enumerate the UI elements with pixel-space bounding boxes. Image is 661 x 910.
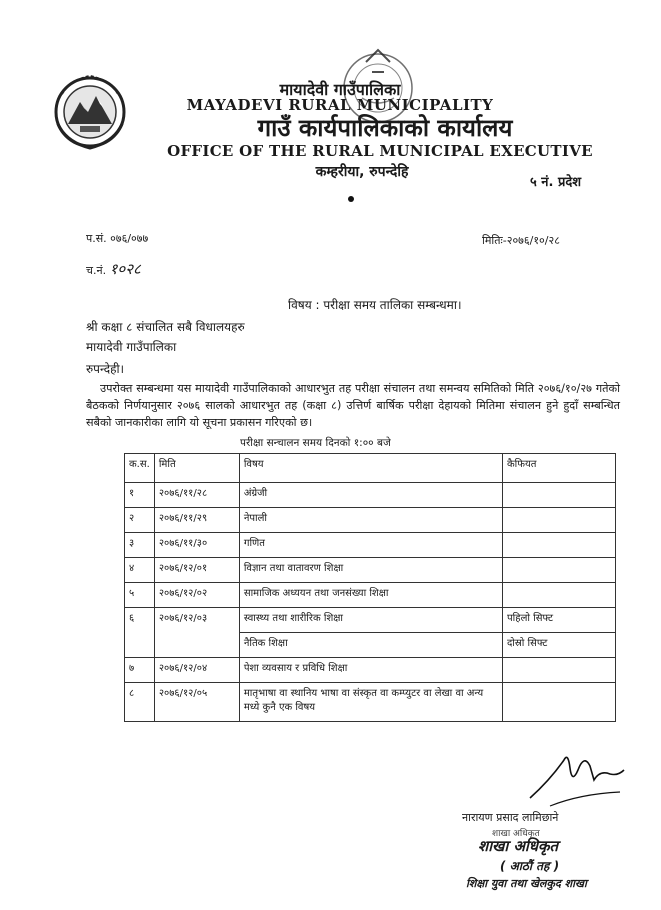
row-date: २०७६/१२/०१ xyxy=(154,558,239,583)
row-serial: ४ xyxy=(125,558,155,583)
addressee-line-3: रुपन्देही। xyxy=(86,362,125,376)
addressee-line-2: मायादेवी गाउँपालिका xyxy=(86,340,177,354)
row-date: २०७६/१२/०५ xyxy=(154,683,239,722)
row-serial: ५ xyxy=(125,583,155,608)
row-subject: मातृभाषा वा स्थानिय भाषा वा संस्कृत वा कम्प्युटर वा लेखा वा अन्य मध्ये कुनै एक विषय xyxy=(239,683,502,722)
row-date: २०७६/१२/०३ xyxy=(154,608,239,658)
row-remarks xyxy=(503,658,616,683)
row-remarks xyxy=(503,558,616,583)
table-row xyxy=(125,658,616,683)
row-subject: नेपाली xyxy=(239,508,502,533)
row-subject: विज्ञान तथा वातावरण शिक्षा xyxy=(239,558,502,583)
row-remarks xyxy=(503,508,616,533)
row-subject: गणित xyxy=(239,533,502,558)
letter-subject: विषय : परीक्षा समय तालिका सम्बन्धमा। xyxy=(288,298,462,312)
municipality-name-nepali: मायादेवी गाउँपालिका xyxy=(279,80,401,99)
office-name-english: OFFICE OF THE RURAL MUNICIPAL EXECUTIVE xyxy=(167,142,593,160)
province-label: ५ नं. प्रदेश xyxy=(530,175,582,190)
letter-body: उपरोक्त सम्बन्धमा यस मायादेवी गाउँपालिकाको आधारभुत तह परीक्षा संचालन तथा समन्वय समितिको मिति २०७६/१०/२७ गतेको बैठकको निर्णयानुसार २०७६ सालको आधारभुत तह (कक्षा ८) उत्तिर्ण बार्षिक परीक्षा देहायको मितिमा संचालन हुने हुदाँ सम्बन्धित सबैको जानकारीका लागि यो सूचना प्रकासन गरिएको छ। xyxy=(86,382,620,429)
signatory-name: नारायण प्रसाद लामिछाने xyxy=(462,811,559,824)
separator-dot xyxy=(348,196,354,202)
row-remarks xyxy=(503,583,616,608)
row-remarks xyxy=(503,483,616,508)
row-remarks xyxy=(503,683,616,722)
header-subject: विषय xyxy=(239,454,502,483)
row-date: २०७६/१२/०२ xyxy=(154,583,239,608)
dispatch-number xyxy=(86,262,141,278)
row-date: २०७६/१२/०४ xyxy=(154,658,239,683)
row-serial: ७ xyxy=(125,658,155,683)
nepal-government-emblem-icon xyxy=(50,72,130,154)
header-date: मिति xyxy=(154,454,239,483)
table-row xyxy=(125,508,616,533)
row-subject: सामाजिक अध्ययन तथा जनसंख्या शिक्षा xyxy=(239,583,502,608)
municipality-name-english: MAYADEVI RURAL MUNICIPALITY xyxy=(186,96,494,114)
row-serial: १ xyxy=(125,483,155,508)
row-subject: पेशा व्यवसाय र प्रविधि शिक्षा xyxy=(239,658,502,683)
table-row xyxy=(125,533,616,558)
row-serial: २ xyxy=(125,508,155,533)
table-row xyxy=(125,583,616,608)
table-row xyxy=(125,683,616,722)
row-date: २०७६/११/२९ xyxy=(154,508,239,533)
header-serial: क.स. xyxy=(125,454,155,483)
signatory-grade: ( आठौं तह ) xyxy=(500,859,560,873)
exam-time-note: परीक्षा सन्चालन समय दिनको १:०० बजे xyxy=(240,437,391,449)
header-remarks: कैफियत xyxy=(503,454,616,483)
signatory-title: शाखा अधिकृत xyxy=(478,837,559,855)
row-subject: नैतिक शिक्षा xyxy=(239,633,502,658)
row-serial: ६ xyxy=(125,608,155,658)
table-row xyxy=(125,608,616,633)
row-remarks: पहिलो सिफ्ट xyxy=(503,608,616,633)
row-subject: स्वास्थ्य तथा शारीरिक शिक्षा xyxy=(239,608,502,633)
addressee-line-1: श्री कक्षा ८ संचालित सबै विधालयहरु xyxy=(86,320,245,334)
exam-schedule-table xyxy=(124,453,616,722)
signatory-handwritten-title: शाखा अधिकृत xyxy=(492,829,540,839)
table-row xyxy=(125,558,616,583)
table-row xyxy=(125,483,616,508)
row-date: २०७६/११/२८ xyxy=(154,483,239,508)
row-serial: ८ xyxy=(125,683,155,722)
row-subject: अंग्रेजी xyxy=(239,483,502,508)
row-date: २०७६/११/३० xyxy=(154,533,239,558)
dispatch-number-label: च.नं. xyxy=(86,264,107,277)
handwritten-signature-icon xyxy=(520,740,630,810)
signatory-department: शिक्षा युवा तथा खेलकुद शाखा xyxy=(466,877,587,890)
letter-date: मितिः-२०७६/१०/२८ xyxy=(482,234,560,247)
row-remarks: दोस्रो सिफ्ट xyxy=(503,633,616,658)
row-remarks xyxy=(503,533,616,558)
row-serial: ३ xyxy=(125,533,155,558)
office-name-nepali: गाउँ कार्यपालिकाको कार्यालय xyxy=(257,114,513,142)
table-header-row xyxy=(125,454,616,483)
reference-number: प.सं. ०७६/०७७ xyxy=(86,232,149,245)
dispatch-number-value: १०२८ xyxy=(109,260,141,278)
office-location: कम्हरीया, रुपन्देहि xyxy=(315,164,409,180)
